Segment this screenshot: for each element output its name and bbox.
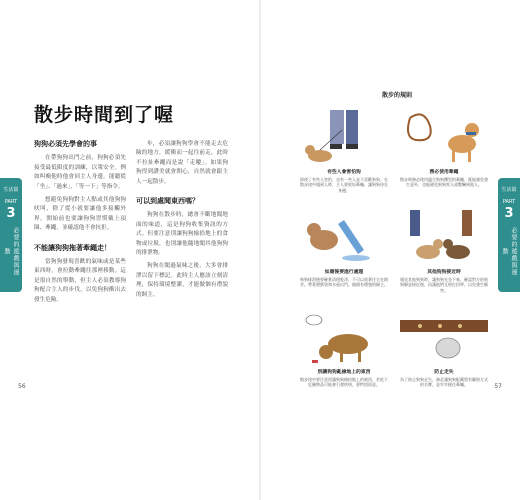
diagram-title: 散步的規則 bbox=[382, 92, 413, 99]
card-label: 別讓狗狗亂撿地上的東西 bbox=[317, 370, 371, 375]
card-text: 散步時務必使用適合狗狗體型的牽繩，既能避免發生意外，也能避免狗狗咬人或驚嚇到他人。 bbox=[400, 177, 488, 188]
tab-chapter-title: 必要的遊戲與運動 bbox=[3, 226, 19, 276]
card-text: 為了防止狗狗走失，務必讓狗狗配戴寫有聯絡方式的名牌，並牢牢握住牽繩。 bbox=[400, 377, 488, 388]
body-paragraph: 狗狗在散步時，總會不斷地聞地面的味道，這是狗狗收集資訊的方式。但要注意別讓狗狗撿拾地上的食物或垃圾，也別讓他隨地聞其他狗狗的排泄物。 bbox=[136, 212, 228, 257]
page-number-left: 56 bbox=[18, 383, 26, 390]
text-column-1 bbox=[34, 140, 126, 309]
rule-card-1 bbox=[300, 110, 388, 193]
cleanup-illustration bbox=[300, 210, 388, 266]
tab-section-label: 生活篇 bbox=[3, 187, 19, 193]
rule-card-6 bbox=[400, 310, 488, 388]
two-dogs-meeting-illustration bbox=[400, 210, 488, 266]
dog-sniffing-illustration bbox=[300, 310, 388, 366]
tab-part-number: 3 bbox=[504, 206, 514, 221]
card-label: 有些人會害怕狗 bbox=[327, 170, 361, 175]
left-page bbox=[0, 0, 259, 500]
body-paragraph: 狗狗在聞過氣味之後，大多會排泄以留下標記。此時主人應該立刻清理，保持環境整潔，才能做個有禮貌的飼主。 bbox=[136, 263, 228, 298]
tab-part-label: PART bbox=[4, 199, 18, 205]
person-and-dog-illustration bbox=[300, 110, 388, 166]
body-paragraph: 想避免狗狗對主人點或其他狗狗吠叫，除了從小就要讓他多接觸外界，開始前也要讓狗狗習慣戴上項圈、牽繩，並確認他不會抗拒。 bbox=[34, 197, 126, 232]
card-label: 務必使用牽繩 bbox=[429, 170, 459, 175]
card-label: 其他狗狗接近時 bbox=[427, 270, 461, 275]
section-heading: 不能讓狗狗拖著牽繩走！ bbox=[34, 243, 111, 252]
leash-and-dog-illustration bbox=[400, 110, 488, 166]
card-text: 即使了有些人害怕，也有一些人並不喜歡狗狗。在散步途中遇到人時，主人要收短牽繩，讓狗狗待在身邊。 bbox=[300, 177, 388, 193]
card-label: 如廁後要進行處理 bbox=[324, 270, 364, 275]
card-text: 遇見其他狗狗時，讓狗狗先坐下來，確認對方的狗狗願意接近後，再讓他們互相打招呼，以免發生衝突。 bbox=[400, 277, 488, 293]
card-text: 狗狗排泄後要確實清理乾淨，不可以放著任它在路旁。帶著塑膠袋和水壺出門，做個有禮貌的飼主。 bbox=[300, 277, 388, 288]
page-title: 散步時間到了喔 bbox=[34, 104, 175, 126]
tab-part-number: 3 bbox=[6, 206, 16, 221]
collar-tag-illustration bbox=[400, 310, 488, 366]
body-paragraph: 在帶狗狗出門之前，狗狗必須先接受最低限度的訓練，以策安全。例如叫喚他時他會回主人身邊，能聽從「坐」、「過來」、「等一下」等指令。 bbox=[34, 155, 126, 190]
section-heading: 可以到處聞東西嗎？ bbox=[136, 197, 199, 206]
body-paragraph: 步，必須讓狗狗學會不能走去危險的地方，緩衝而一起往前走，此時不拉扯牽繩而是說「走嘍」。如果狗狗得到讚美就會開心，自然就會跟主人一起散步。 bbox=[136, 141, 228, 185]
rule-card-2 bbox=[400, 110, 488, 188]
section-heading: 狗狗必須先學會的事 bbox=[34, 140, 97, 148]
rule-card-3 bbox=[300, 210, 388, 288]
text-column-2 bbox=[136, 140, 228, 304]
rule-card-4 bbox=[400, 210, 488, 293]
body-paragraph: 當狗狗發現喜歡的氣味或是某些東西時，會拉動牽繩往那裡移動。這是很自然的舉動，但主人必須教導狗狗配合主人的步伐，以免狗狗衝出去發生危險。 bbox=[34, 259, 126, 303]
card-label: 防止走失 bbox=[434, 370, 454, 375]
page-number-right: 57 bbox=[494, 383, 502, 390]
card-text: 散步途中要注意別讓狗狗撿拾地上的東西，若吃下危險物品可能會引發疾病，要特別留意。 bbox=[300, 377, 388, 388]
tab-part-label: PART bbox=[502, 199, 516, 205]
tab-chapter-title: 必要的遊戲與運動 bbox=[501, 226, 517, 276]
tab-section-label: 生活篇 bbox=[501, 187, 517, 193]
chapter-tab-right bbox=[498, 178, 520, 292]
chapter-tab-left bbox=[0, 178, 22, 292]
rule-card-5 bbox=[300, 310, 388, 388]
